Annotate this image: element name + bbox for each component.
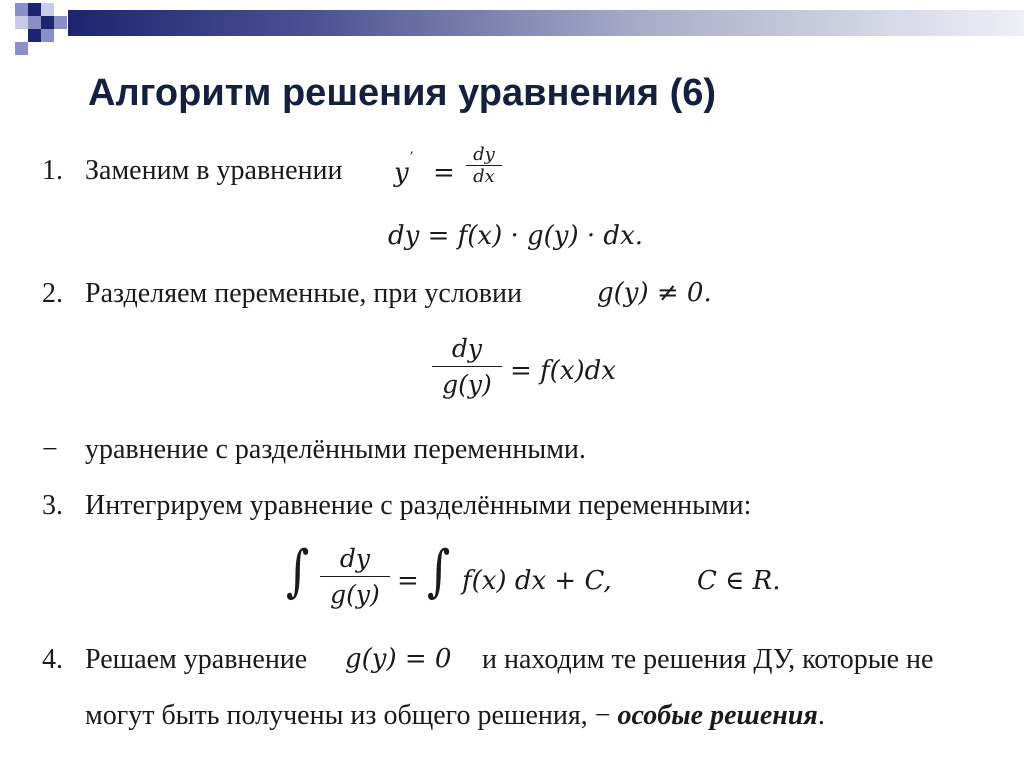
step-2-rhs: = f(x)dx [510, 356, 616, 386]
fraction-numerator: dy [339, 544, 371, 573]
deco-square [41, 3, 54, 16]
deco-square [28, 16, 41, 29]
step-4-text-a: Решаем уравнение [85, 644, 308, 675]
step-1-prime: ′ [410, 148, 414, 167]
step-3-rhs: f(x) dx + C, [462, 566, 612, 596]
deco-square [54, 16, 67, 29]
integral-sign-right: ∫ [426, 539, 451, 604]
step-1-display-equation: dy = f(x) · g(y) · dx. [388, 221, 643, 251]
step-2-number: 2. [42, 278, 63, 309]
integral-sign-left: ∫ [285, 539, 310, 604]
step-4-end: . [817, 700, 825, 731]
deco-square [41, 16, 54, 29]
step-1-lhs: y [394, 158, 409, 188]
step-4-line2 [85, 700, 825, 732]
deco-square [41, 29, 54, 42]
step-4-line2-text: могут быть получены из общего решения, − [85, 700, 611, 731]
step-2-condition: g(y) ≠ 0. [597, 278, 712, 308]
step-3-equals: = [397, 566, 419, 596]
fraction-bar [320, 576, 390, 577]
step-1-equals: = [433, 158, 455, 188]
step-3-text: Интегрируем уравнение с разделёнными переменными: [85, 490, 752, 521]
fraction-denominator: dx [473, 166, 495, 187]
step-3-number: 3. [42, 490, 63, 521]
fraction-denominator: g(y) [442, 370, 492, 399]
step-3-domain: C ∈ R. [697, 566, 781, 596]
step-4-text-b: и находим те решения ДУ, которые не [482, 644, 934, 675]
fraction-numerator: dy [473, 144, 495, 165]
step-2-fraction [432, 334, 502, 399]
step-4-equation: g(y) = 0 [345, 644, 452, 674]
deco-square [15, 16, 28, 29]
header-decoration [0, 0, 1024, 60]
deco-square [15, 42, 28, 55]
fraction-denominator: g(y) [330, 580, 380, 609]
slide-title: Алгоритм решения уравнения (6) [88, 72, 717, 114]
step-4-number: 4. [42, 644, 63, 675]
step-1-text: Заменим в уравнении [85, 155, 343, 186]
note-dash: − [42, 434, 58, 465]
fraction-bar [432, 366, 502, 367]
step-1-fraction [466, 144, 502, 187]
deco-square [28, 29, 41, 42]
header-gradient-bar [68, 10, 1024, 36]
special-solutions-emphasis: особые решения [617, 700, 818, 731]
step-1-number: 1. [42, 155, 63, 186]
note-text: уравнение с разделёнными переменными. [85, 434, 586, 465]
step-3-fraction [320, 544, 390, 609]
deco-square [15, 3, 28, 16]
step-2-text: Разделяем переменные, при условии [85, 278, 522, 309]
fraction-numerator: dy [451, 334, 483, 363]
deco-square [28, 3, 41, 16]
